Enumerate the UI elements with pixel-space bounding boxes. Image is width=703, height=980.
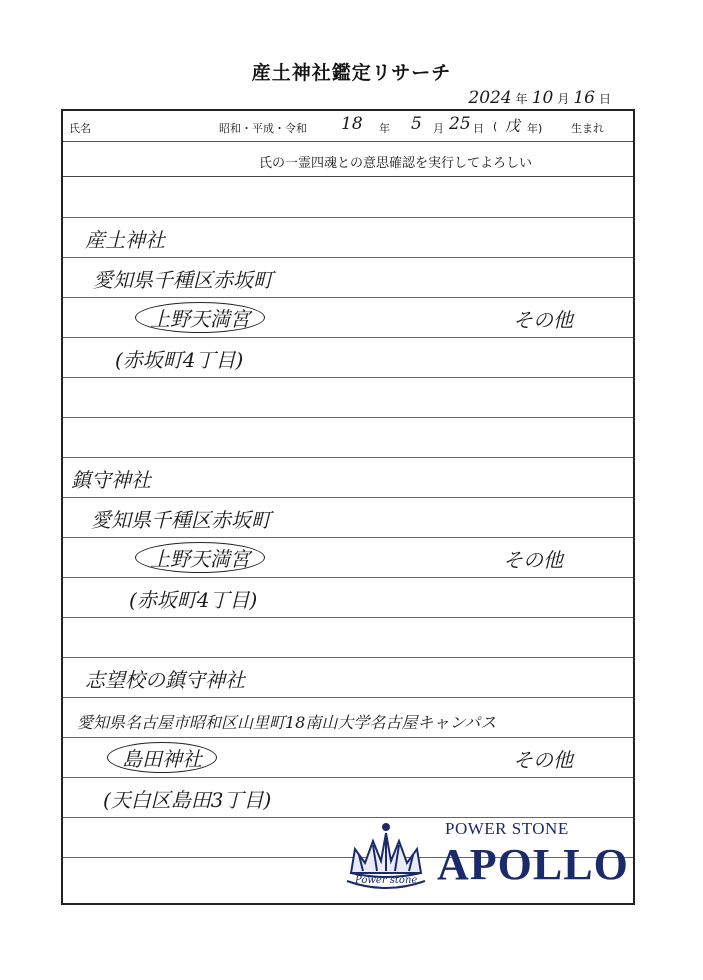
ruled-line	[63, 737, 633, 738]
power-stone-apollo-logo	[345, 813, 635, 903]
date-day: 16	[573, 88, 595, 108]
ruled-line	[63, 657, 633, 658]
section-3-location-row	[63, 779, 633, 817]
zodiac-open: (	[493, 120, 498, 133]
ruled-line	[63, 257, 633, 258]
era-label: 昭和・平成・令和	[219, 122, 307, 135]
ruled-line	[63, 297, 633, 298]
section-2-heading-row	[63, 459, 633, 497]
section-3-address-row	[63, 699, 633, 737]
shrine-location: (赤坂町4丁目)	[115, 348, 244, 372]
date-year-unit: 年	[515, 92, 528, 106]
logo-power-stone: POWER STONE	[445, 819, 569, 838]
birth-year: 18	[341, 114, 363, 134]
section-3-shrine-row	[63, 739, 633, 777]
section-2-address-row	[63, 499, 633, 537]
other-label: その他	[513, 748, 573, 772]
section-1-address-row	[63, 259, 633, 297]
section-2-shrine-row	[63, 539, 633, 577]
section-1-heading-row	[63, 219, 633, 257]
logo-script: Power stone	[355, 875, 418, 886]
ruled-line	[63, 377, 633, 378]
ruled-line	[63, 537, 633, 538]
name-label: 氏名	[69, 122, 91, 135]
confirm-row	[63, 142, 633, 177]
shrine-location: (赤坂町4丁目)	[129, 588, 258, 612]
date-line	[468, 88, 611, 108]
confirm-text: 氏の一霊四魂との意思確認を実行してよろしい	[259, 156, 533, 171]
section-heading: 志望校の鎮守神社	[85, 668, 245, 692]
shrine-address: 愛知県千種区赤坂町	[93, 268, 273, 292]
shrine-name: 上野天満宮	[135, 302, 265, 333]
birth-day-unit: 日	[473, 122, 484, 135]
shrine-name: 上野天満宮	[135, 542, 265, 573]
ruled-line	[63, 777, 633, 778]
section-heading: 鎮守神社	[71, 468, 151, 492]
born-label: 生まれ	[571, 122, 604, 135]
ruled-line	[63, 577, 633, 578]
date-month-unit: 月	[557, 92, 570, 106]
birth-month-unit: 月	[433, 122, 444, 135]
other-label: その他	[503, 548, 563, 572]
section-heading: 産土神社	[85, 228, 165, 252]
ruled-line	[63, 497, 633, 498]
section-1-shrine-row	[63, 299, 633, 337]
zodiac-value: 戊	[505, 117, 521, 135]
logo-apollo: APOLLO	[437, 840, 629, 889]
date-day-unit: 日	[598, 92, 611, 106]
shrine-name: 島田神社	[107, 742, 217, 773]
date-year: 2024	[468, 88, 512, 108]
shrine-address: 愛知県名古屋市昭和区山里町18南山大学名古屋キャンパス	[77, 713, 497, 732]
ruled-line	[63, 457, 633, 458]
ruled-line	[63, 697, 633, 698]
ruled-line	[63, 417, 633, 418]
section-2-location-row	[63, 579, 633, 617]
birth-year-unit: 年	[379, 122, 390, 135]
research-form	[61, 109, 635, 905]
zodiac-close: 年)	[527, 122, 543, 135]
other-label: その他	[513, 308, 573, 332]
section-1-location-row	[63, 339, 633, 377]
ruled-line	[63, 617, 633, 618]
ruled-line	[63, 337, 633, 338]
birth-day: 25	[449, 114, 471, 134]
page-title: 産土神社鑑定リサーチ	[251, 62, 452, 84]
shrine-address: 愛知県千種区赤坂町	[91, 508, 271, 532]
birth-month: 5	[411, 114, 422, 134]
date-month: 10	[531, 88, 554, 108]
ruled-line	[63, 217, 633, 218]
birth-info-row	[63, 111, 633, 142]
section-3-heading-row	[63, 659, 633, 697]
shrine-location: (天白区島田3丁目)	[103, 788, 272, 812]
